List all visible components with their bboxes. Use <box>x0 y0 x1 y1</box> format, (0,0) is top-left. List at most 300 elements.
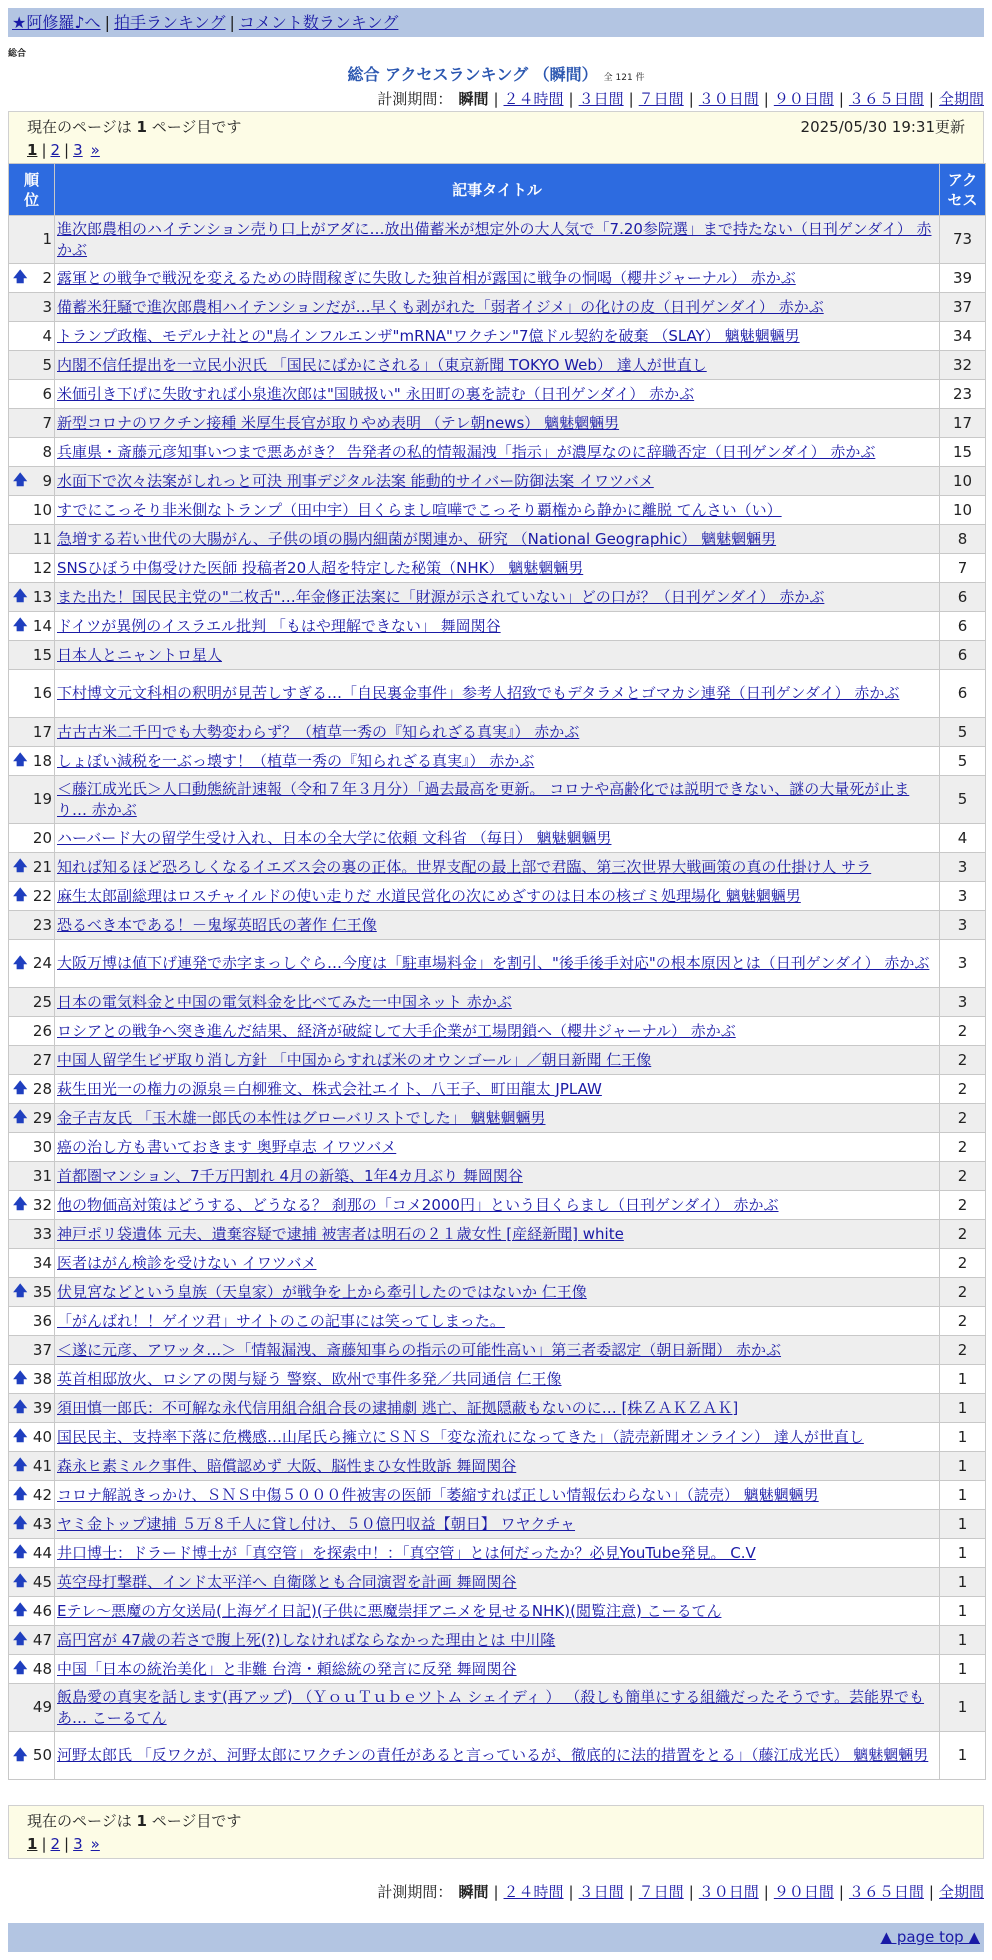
access-count: 2 <box>940 1336 986 1365</box>
article-link[interactable]: 急増する若い世代の大腸がん、子供の頃の腸内細菌が関連か、研究 （National Geographic） 魑魅魍魎男 <box>57 529 777 548</box>
table-row <box>9 351 986 380</box>
access-count: 1 <box>940 1655 986 1684</box>
rank-cell <box>9 718 55 747</box>
rank-number: 24 <box>32 954 52 972</box>
article-link[interactable]: 他の物価高対策はどうする、どうなる？ 刹那の「コメ2000円」という目くらまし（日刊ゲンダイ） 赤かぶ <box>57 1195 779 1214</box>
title-cell <box>55 1510 940 1539</box>
header-title: 記事タイトル <box>55 164 940 216</box>
rank-number: 4 <box>42 326 52 345</box>
title-cell <box>55 293 940 322</box>
rank-cell <box>9 1133 55 1162</box>
access-count: 3 <box>940 853 986 882</box>
period-link-30d[interactable]: ３０日間 <box>698 90 759 108</box>
title-cell <box>55 882 940 911</box>
period-current: 瞬間 <box>458 90 489 108</box>
rank-number: 31 <box>32 1166 52 1185</box>
rank-cell <box>9 496 55 525</box>
rank-number: 45 <box>32 1572 52 1591</box>
rank-cell <box>9 583 55 612</box>
rank-cell <box>9 1365 55 1394</box>
rank-cell <box>9 409 55 438</box>
title-cell <box>55 1075 940 1104</box>
rank-cell <box>9 911 55 940</box>
rank-number: 17 <box>32 722 52 741</box>
article-link[interactable]: 内閣不信任提出を一立民小沢氏 「国民にばかにされる」（東京新聞 TOKYO Web） 達人が世直し <box>57 355 707 374</box>
rank-number: 1 <box>42 230 52 248</box>
page-title <box>0 62 992 85</box>
article-link[interactable]: 大阪万博は値下げ連発で赤字まっしぐら…今度は「駐車場料金」を割引、"後手後手対応"の根本原因とは（日刊ゲンダイ） 赤かぶ <box>57 954 930 972</box>
nav-separator: | <box>229 13 235 32</box>
rank-cell <box>9 1220 55 1249</box>
access-count: 1 <box>940 1481 986 1510</box>
access-count: 6 <box>940 583 986 612</box>
article-link[interactable]: 高円宮が 47歳の若さで腹上死(?)しなければならなかった理由とは 中川隆 <box>57 1630 556 1649</box>
rank-number: 32 <box>32 1195 52 1214</box>
title-cell <box>55 438 940 467</box>
period-link-7d[interactable]: ７日間 <box>638 1883 684 1901</box>
access-count: 1 <box>940 1597 986 1626</box>
article-link[interactable]: 須田慎一郎氏：不可解な永代信用組合組合長の逮捕劇 逃亡、証拠隠蔽もないのに… [株ＺＡＫＺＡＫ] <box>57 1398 739 1417</box>
access-count: 1 <box>940 1510 986 1539</box>
rank-number: 25 <box>32 992 52 1011</box>
title-cell <box>55 641 940 670</box>
rank-cell <box>9 853 55 882</box>
table-row <box>9 1626 986 1655</box>
rank-number: 11 <box>32 529 52 548</box>
table-row <box>9 1249 986 1278</box>
article-link[interactable]: ＜藤江成光氏＞人口動態統計速報（令和７年３月分）「過去最高を更新。 コロナや高齢化では説明できない、謎の大量死が止まり… 赤かぶ <box>57 779 910 819</box>
access-count: 2 <box>940 1249 986 1278</box>
rank-number: 36 <box>32 1311 52 1330</box>
article-link[interactable]: すでにこっそり非米側なトランプ（田中宇）目くらまし喧嘩でこっそり覇権から静かに離脱 てんさい（い） <box>57 500 782 519</box>
title-cell <box>55 1732 940 1780</box>
title-cell <box>55 322 940 351</box>
article-link[interactable]: ドイツが異例のイスラエル批判 「もはや理解できない」 舞岡関谷 <box>57 616 501 635</box>
article-link[interactable]: 水面下で次々法案がしれっと可決 刑事デジタル法案 能動的サイバー防御法案 イワツバメ <box>57 471 654 490</box>
access-count: 1 <box>940 1732 986 1780</box>
article-link[interactable]: トランプ政権、モデルナ社との"鳥インフルエンザ"mRNA"ワクチン"7億ドル契約を破棄 （SLAY） 魑魅魍魎男 <box>57 326 800 345</box>
access-count: 15 <box>940 438 986 467</box>
title-cell <box>55 1191 940 1220</box>
rank-up-arrow-icon: 🡅 <box>13 269 28 286</box>
table-row <box>9 1423 986 1452</box>
page-current: 1 <box>27 1835 38 1853</box>
title-cell <box>55 1481 940 1510</box>
rank-cell <box>9 525 55 554</box>
rank-up-arrow-icon: 🡅 <box>13 955 28 971</box>
table-row <box>9 525 986 554</box>
rank-up-arrow-icon: 🡅 <box>13 1109 28 1126</box>
header-rank: 順位 <box>9 164 55 216</box>
pagination: 1 | 2 | 3 » <box>27 141 100 159</box>
nav-link-clap-ranking[interactable]: 拍手ランキング <box>113 13 226 32</box>
table-row <box>9 1191 986 1220</box>
rank-cell <box>9 1249 55 1278</box>
rank-cell <box>9 1191 55 1220</box>
article-link[interactable]: コロナ解説きっかけ、ＳＮＳ中傷５０００件被害の医師「萎縮すれば正しい情報伝わらない」（読売） 魑魅魍魎男 <box>57 1485 819 1504</box>
article-link[interactable]: 首都圏マンション、7千万円割れ 4月の新築、1年4カ月ぶり 舞岡関谷 <box>57 1166 523 1185</box>
rank-up-arrow-icon: 🡅 <box>13 472 28 489</box>
article-link[interactable]: 萩生田光一の権力の源泉＝白柳雅文、株式会社エイト、八王子、町田龍太 JPLAW <box>57 1079 602 1098</box>
article-link[interactable]: 備蓄米狂騒で進次郎農相ハイテンションだが…早くも剥がれた「弱者イジメ」の化けの皮（日刊ゲンダイ） 赤かぶ <box>57 297 824 316</box>
article-link[interactable]: 伏見宮などという皇族（天皇家）が戦争を上から牽引したのではないか 仁王像 <box>57 1282 587 1301</box>
access-count: 8 <box>940 525 986 554</box>
rank-up-arrow-icon: 🡅 <box>13 1747 28 1763</box>
rank-cell <box>9 1452 55 1481</box>
access-count: 2 <box>940 1278 986 1307</box>
rank-cell <box>9 670 55 718</box>
rank-up-arrow-icon: 🡅 <box>13 1457 28 1474</box>
rank-number: 34 <box>32 1253 52 1272</box>
article-link[interactable]: 森永ヒ素ミルク事件、賠償認めず 大阪、脳性まひ女性敗訴 舞岡関谷 <box>57 1456 517 1475</box>
title-cell <box>55 1249 940 1278</box>
article-link[interactable]: 「がんばれ！！ゲイツ君」サイトのこの記事には笑ってしまった。 <box>57 1311 505 1330</box>
rank-up-arrow-icon: 🡅 <box>13 752 28 769</box>
table-row <box>9 438 986 467</box>
table-row <box>9 1539 986 1568</box>
table-row <box>9 409 986 438</box>
rank-cell <box>9 351 55 380</box>
rank-cell <box>9 1017 55 1046</box>
rank-number: 38 <box>32 1369 52 1388</box>
access-count: 5 <box>940 747 986 776</box>
article-link[interactable]: 英空母打撃群、インド太平洋へ 自衛隊とも合同演習を計画 舞岡関谷 <box>57 1572 517 1591</box>
table-row <box>9 747 986 776</box>
article-link[interactable]: 中国「日本の統治美化」と非難 台湾・頼総統の発言に反発 舞岡関谷 <box>57 1659 517 1678</box>
access-count: 6 <box>940 612 986 641</box>
article-link[interactable]: 癌の治し方も書いておきます 奥野卓志 イワツバメ <box>57 1137 397 1156</box>
article-link[interactable]: 新型コロナのワクチン接種 米厚生長官が取りやめ表明 （テレ朝news） 魑魅魍魎男 <box>57 413 620 432</box>
access-count: 3 <box>940 911 986 940</box>
rank-number: 48 <box>32 1659 52 1678</box>
title-cell <box>55 1539 940 1568</box>
nav-link-comment-ranking[interactable]: コメント数ランキング <box>238 13 399 32</box>
rank-number: 29 <box>32 1108 52 1127</box>
article-link[interactable]: 兵庫県・斎藤元彦知事いつまで悪あがき？ 告発者の私的情報漏洩「指示」が濃厚なのに辞職否定（日刊ゲンダイ） 赤かぶ <box>57 442 876 461</box>
article-link[interactable]: 古古古米二千円でも大勢変わらず？（植草一秀の『知られざる真実』） 赤かぶ <box>57 722 580 741</box>
access-count: 1 <box>940 1394 986 1423</box>
article-link[interactable]: また出た！国民民主党の"二枚舌"…年金修正法案に「財源が示されていない」どの口が？（日刊ゲンダイ） 赤かぶ <box>57 587 825 606</box>
rank-number: 18 <box>32 751 52 770</box>
rank-number: 33 <box>32 1224 52 1243</box>
table-row <box>9 1046 986 1075</box>
period-selector-bottom: 計測期間： 瞬間 | ２４時間 | ３日間 | ７日間 | ３０日間 | ９０日間 | ３６５日間 | 全期間 <box>377 1883 984 1901</box>
rank-cell <box>9 467 55 496</box>
access-count: 1 <box>940 1568 986 1597</box>
rank-number: 50 <box>32 1746 52 1764</box>
article-link[interactable]: しょぼい減税を一ぶっ壊す！（植草一秀の『知られざる真実』） 赤かぶ <box>57 751 535 770</box>
title-cell <box>55 583 940 612</box>
article-link[interactable]: 神戸ポリ袋遺体 元夫、遺棄容疑で逮捕 被害者は明石の２１歳女性 [産経新聞] white <box>57 1224 624 1243</box>
page-link-next[interactable]: » <box>90 141 100 159</box>
article-link[interactable]: 恐るべき本である！－鬼塚英昭氏の著作 仁王像 <box>57 915 377 934</box>
rank-number: 35 <box>32 1282 52 1301</box>
article-link[interactable]: 下村博文元文科相の釈明が見苦しすぎる…「自民裏金事件」参考人招致でもデタラメとゴマカシ連発（日刊ゲンダイ） 赤かぶ <box>57 684 900 702</box>
table-row <box>9 824 986 853</box>
rank-number: 13 <box>32 587 52 606</box>
article-link[interactable]: 国民民主、支持率下落に危機感…山尾氏ら擁立にＳＮＳ「変な流れになってきた」（読売新聞オンライン） 達人が世直し <box>57 1427 864 1446</box>
article-link[interactable]: SNSひぼう中傷受けた医師 投稿者20人超を特定した秘策（NHK） 魑魅魍魎男 <box>57 558 584 577</box>
access-count: 2 <box>940 1307 986 1336</box>
page-top-link[interactable]: ▲ page top ▲ <box>880 1928 980 1946</box>
title-cell <box>55 1568 940 1597</box>
rank-number: 37 <box>32 1340 52 1359</box>
title-cell <box>55 467 940 496</box>
article-link[interactable]: 中国人留学生ビザ取り消し方針 「中国からすれば米のオウンゴール」／朝日新聞 仁王像 <box>57 1050 652 1069</box>
access-count: 2 <box>940 1191 986 1220</box>
current-page-text: 現在のページは 1 ページ目です <box>27 1812 242 1830</box>
rank-cell <box>9 1732 55 1780</box>
title-cell <box>55 351 940 380</box>
rank-up-arrow-icon: 🡅 <box>13 1486 28 1503</box>
access-count: 1 <box>940 1539 986 1568</box>
title-cell <box>55 1162 940 1191</box>
article-link[interactable]: Eテレ～悪魔の方攵送局(上海ゲイ日記)(子供に悪魔崇拝アニメを見せるNHK)(閲覧注意) こーるてん <box>57 1601 722 1620</box>
article-link[interactable]: ＜遂に元彦、アワッタ…＞「情報漏洩、斎藤知事らの指示の可能性高い」第三者委認定（朝日新聞） 赤かぶ <box>57 1340 782 1359</box>
article-link[interactable]: 日本の電気料金と中国の電気料金を比べてみた一中国ネット 赤かぶ <box>57 992 512 1011</box>
table-row <box>9 940 986 988</box>
title-cell <box>55 776 940 824</box>
period-label: 計測期間： <box>377 90 453 108</box>
page-link-2[interactable]: 2 <box>50 1835 61 1853</box>
table-row <box>9 1510 986 1539</box>
article-link[interactable]: ハーバード大の留学生受け入れ、日本の全大学に依頼 文科省 （毎日） 魑魅魍魎男 <box>57 828 612 847</box>
rank-cell <box>9 554 55 583</box>
rank-cell <box>9 1075 55 1104</box>
rank-number: 43 <box>32 1514 52 1533</box>
rank-number: 20 <box>32 828 52 847</box>
access-count: 17 <box>940 409 986 438</box>
article-link[interactable]: 飯島愛の真実を話します(再アップ) （ＹｏｕＴｕｂｅツトム シェイディ ） （殺しも簡単にする組織だったそうです。芸能界でもあ… こーるてん <box>57 1687 925 1727</box>
table-row <box>9 1075 986 1104</box>
access-count: 2 <box>940 1133 986 1162</box>
period-label: 計測期間： <box>377 1883 453 1901</box>
ranking-title: 総合 アクセスランキング （瞬間） <box>347 65 598 84</box>
access-count: 2 <box>940 1046 986 1075</box>
rank-cell <box>9 1394 55 1423</box>
rank-number: 27 <box>32 1050 52 1069</box>
access-count: 23 <box>940 380 986 409</box>
title-cell <box>55 1626 940 1655</box>
rank-up-arrow-icon: 🡅 <box>13 1399 28 1416</box>
rank-number: 8 <box>42 442 52 461</box>
rank-up-arrow-icon: 🡅 <box>13 887 28 904</box>
page-link-3[interactable]: 3 <box>73 1835 83 1853</box>
title-cell <box>55 853 940 882</box>
rank-number: 3 <box>42 297 52 316</box>
article-link[interactable]: 金子吉友氏 「玉木雄一郎氏の本性はグローバリストでした」 魑魅魍魎男 <box>57 1108 546 1127</box>
access-count: 1 <box>940 1452 986 1481</box>
rank-cell <box>9 641 55 670</box>
rank-number: 16 <box>32 684 52 702</box>
title-cell <box>55 824 940 853</box>
table-row <box>9 641 986 670</box>
title-cell <box>55 380 940 409</box>
period-link-30d[interactable]: ３０日間 <box>698 1883 759 1901</box>
rank-number: 5 <box>42 355 52 374</box>
rank-number: 19 <box>32 790 52 808</box>
article-link[interactable]: 麻生太郎副総理はロスチャイルドの使い走りだ 水道民営化の次にめざすのは日本の核ゴミ処理場化 魑魅魍魎男 <box>57 886 801 905</box>
access-count: 6 <box>940 670 986 718</box>
rank-cell <box>9 1568 55 1597</box>
table-row <box>9 583 986 612</box>
page-link-3[interactable]: 3 <box>73 141 83 159</box>
total-count: 全 121 件 <box>603 73 645 83</box>
top-nav-bar <box>8 8 984 37</box>
rank-number: 10 <box>32 500 52 519</box>
article-link[interactable]: 知れば知るほど恐ろしくなるイエズス会の裏の正体。世界支配の最上部で君臨、第三次世界大戦画策の真の仕掛け人 サラ <box>57 857 872 876</box>
access-count: 1 <box>940 1365 986 1394</box>
title-cell <box>55 1046 940 1075</box>
rank-cell <box>9 1481 55 1510</box>
page-info-top <box>8 111 984 165</box>
access-count: 3 <box>940 940 986 988</box>
article-link[interactable]: 進次郎農相のハイテンション売り口上がアダに…放出備蓄米が想定外の大人気で「7.20参院選」まで持たない（日刊ゲンダイ） 赤かぶ <box>57 219 932 259</box>
access-count: 3 <box>940 988 986 1017</box>
period-link-all[interactable]: 全期間 <box>938 1883 984 1901</box>
title-cell <box>55 1365 940 1394</box>
period-link-90d[interactable]: ９０日間 <box>773 90 834 108</box>
rank-cell <box>9 1162 55 1191</box>
title-cell <box>55 1655 940 1684</box>
title-cell <box>55 1336 940 1365</box>
header-access: アクセス <box>940 164 986 216</box>
access-count: 10 <box>940 496 986 525</box>
rank-number: 42 <box>32 1485 52 1504</box>
period-link-7d[interactable]: ７日間 <box>638 90 684 108</box>
rank-cell <box>9 1510 55 1539</box>
table-row <box>9 496 986 525</box>
access-count: 73 <box>940 216 986 264</box>
period-link-90d[interactable]: ９０日間 <box>773 1883 834 1901</box>
access-count: 34 <box>940 322 986 351</box>
rank-number: 23 <box>32 915 52 934</box>
rank-cell <box>9 988 55 1017</box>
rank-cell <box>9 1307 55 1336</box>
rank-number: 28 <box>32 1079 52 1098</box>
article-link[interactable]: 河野太郎氏 「反ワクが、河野太郎にワクチンの責任があると言っているが、徹底的に法的措置をとる」（藤江成光氏） 魑魅魍魎男 <box>57 1746 929 1764</box>
rank-up-arrow-icon: 🡅 <box>13 1573 28 1590</box>
table-row <box>9 293 986 322</box>
rank-number: 47 <box>32 1630 52 1649</box>
title-cell <box>55 1133 940 1162</box>
category-label: 総合 <box>8 49 27 59</box>
access-count: 1 <box>940 1423 986 1452</box>
table-row <box>9 1597 986 1626</box>
title-cell <box>55 496 940 525</box>
table-row <box>9 1133 986 1162</box>
page-current: 1 <box>27 141 38 159</box>
page-link-2[interactable]: 2 <box>50 141 61 159</box>
rank-number: 39 <box>32 1398 52 1417</box>
title-cell <box>55 1220 940 1249</box>
page-link-next[interactable]: » <box>90 1835 100 1853</box>
period-link-all[interactable]: 全期間 <box>938 90 984 108</box>
access-count: 2 <box>940 1220 986 1249</box>
period-link-3d[interactable]: ３日間 <box>578 90 624 108</box>
title-cell <box>55 670 940 718</box>
period-link-24h[interactable]: ２４時間 <box>503 90 564 108</box>
nav-link-asyura[interactable]: ★阿修羅♪へ <box>12 13 101 32</box>
article-link[interactable]: 井口博士：ドラード博士が「真空管」を探索中！：「真空管」とは何だったか？必見YouTube発見。 C.V <box>57 1543 756 1562</box>
table-row <box>9 1481 986 1510</box>
table-row <box>9 853 986 882</box>
period-link-24h[interactable]: ２４時間 <box>503 1883 564 1901</box>
rank-cell <box>9 380 55 409</box>
rank-number: 44 <box>32 1543 52 1562</box>
rank-number: 46 <box>32 1601 52 1620</box>
rank-up-arrow-icon: 🡅 <box>13 617 28 634</box>
period-link-365d[interactable]: ３６５日間 <box>848 90 924 108</box>
rank-number: 40 <box>32 1427 52 1446</box>
table-row <box>9 670 986 718</box>
rank-up-arrow-icon: 🡅 <box>13 1370 28 1387</box>
access-count: 5 <box>940 718 986 747</box>
access-count: 1 <box>940 1626 986 1655</box>
rank-up-arrow-icon: 🡅 <box>13 1283 28 1300</box>
title-cell <box>55 1104 940 1133</box>
rank-cell <box>9 940 55 988</box>
rank-up-arrow-icon: 🡅 <box>13 588 28 605</box>
table-row <box>9 1307 986 1336</box>
rank-number: 49 <box>32 1698 52 1716</box>
rank-cell <box>9 612 55 641</box>
article-link[interactable]: 医者はがん検診を受けない イワツバメ <box>57 1253 317 1272</box>
access-count: 7 <box>940 554 986 583</box>
rank-up-arrow-icon: 🡅 <box>13 1660 28 1677</box>
rank-cell <box>9 1539 55 1568</box>
title-cell <box>55 1684 940 1732</box>
article-link[interactable]: 英首相邸放火、ロシアの関与疑う 警察、欧州で事件多発／共同通信 仁王像 <box>57 1369 562 1388</box>
footer-bar <box>8 1923 984 1952</box>
rank-number: 2 <box>42 268 52 287</box>
title-cell <box>55 216 940 264</box>
period-link-365d[interactable]: ３６５日間 <box>848 1883 924 1901</box>
article-link[interactable]: 米価引き下げに失敗すれば小泉進次郎は"国賊扱い" 永田町の裏を読む（日刊ゲンダイ） 赤かぶ <box>57 384 695 403</box>
access-count: 2 <box>940 1075 986 1104</box>
rank-number: 30 <box>32 1137 52 1156</box>
article-link[interactable]: ロシアとの戦争へ突き進んだ結果、経済が破綻して大手企業が工場閉鎖へ（櫻井ジャーナル） 赤かぶ <box>57 1021 736 1040</box>
rank-cell <box>9 1626 55 1655</box>
rank-up-arrow-icon: 🡅 <box>13 1196 28 1213</box>
period-selector-top: 計測期間： 瞬間 | ２４時間 | ３日間 | ７日間 | ３０日間 | ９０日間 | ３６５日間 | 全期間 <box>377 90 984 108</box>
page-info-bottom <box>8 1805 984 1859</box>
rank-cell <box>9 264 55 293</box>
rank-cell <box>9 322 55 351</box>
title-cell <box>55 409 940 438</box>
article-link[interactable]: 日本人とニャントロ星人 <box>57 645 223 664</box>
period-link-3d[interactable]: ３日間 <box>578 1883 624 1901</box>
table-row <box>9 612 986 641</box>
table-row <box>9 1336 986 1365</box>
access-count: 6 <box>940 641 986 670</box>
rank-cell <box>9 293 55 322</box>
ranking-table <box>8 163 986 1780</box>
title-cell <box>55 747 940 776</box>
access-count: 39 <box>940 264 986 293</box>
table-row <box>9 882 986 911</box>
title-cell <box>55 1017 940 1046</box>
rank-up-arrow-icon: 🡅 <box>13 1515 28 1532</box>
rank-cell <box>9 216 55 264</box>
access-count: 2 <box>940 1162 986 1191</box>
article-link[interactable]: 露軍との戦争で戦況を変えるための時間稼ぎに失敗した独首相が露国に戦争の恫喝（櫻井ジャーナル） 赤かぶ <box>57 268 796 287</box>
rank-number: 21 <box>32 857 52 876</box>
table-row <box>9 467 986 496</box>
table-row <box>9 216 986 264</box>
article-link[interactable]: ヤミ金トップ逮捕 ５万８千人に貸し付け、５０億円収益【朝日】 ワヤクチャ <box>57 1514 576 1533</box>
rank-number: 9 <box>42 471 52 490</box>
